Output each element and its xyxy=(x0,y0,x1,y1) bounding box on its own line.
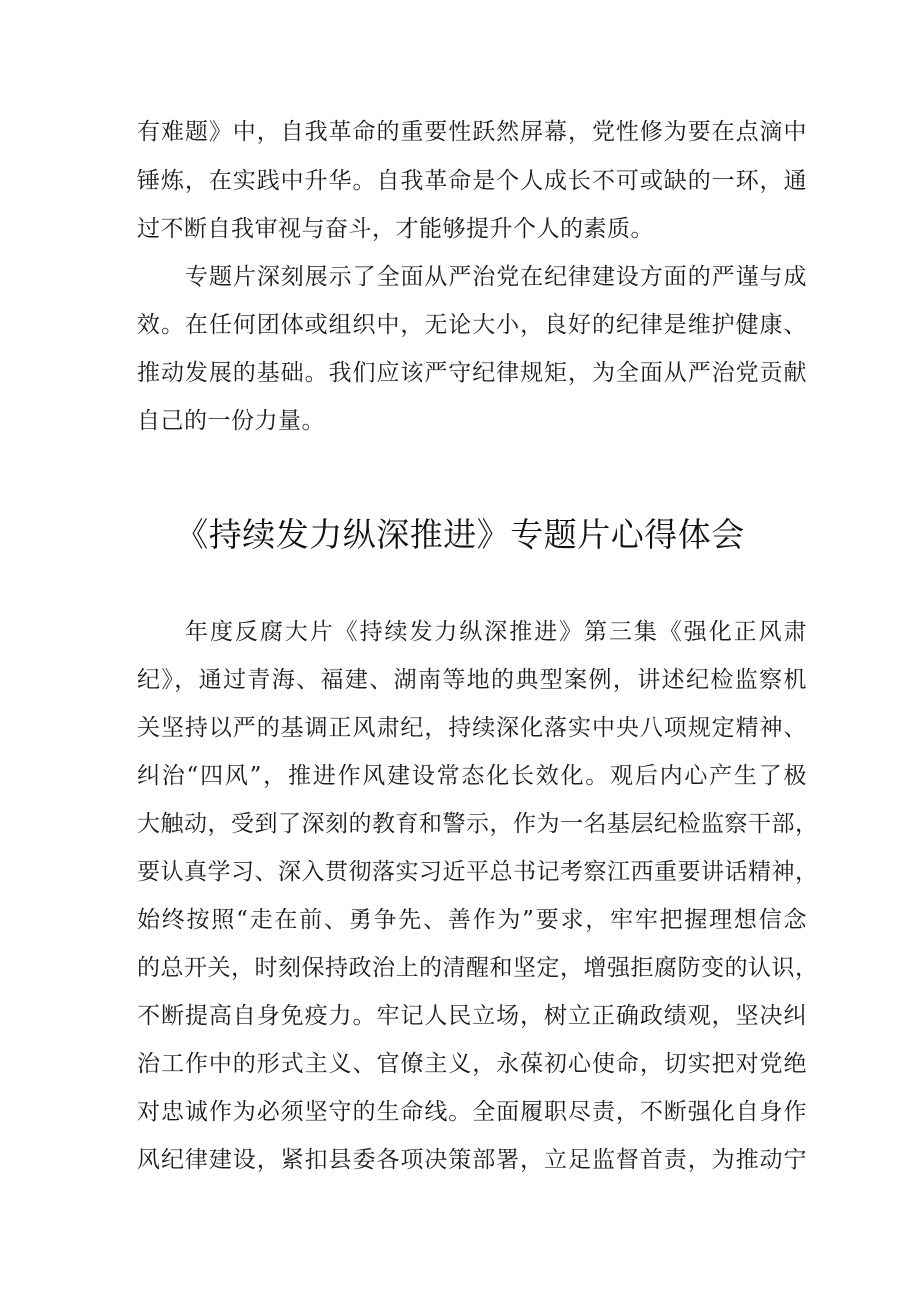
paragraph-line: 不断提高自身免疫力。牢记人民立场，树立正确政绩观，坚决纠 xyxy=(137,1003,807,1029)
paragraph-line: 纠治“四风”，推进作风建设常态化长效化。观后内心产生了极 xyxy=(137,763,807,789)
paragraph-line: 锤炼，在实践中升华。自我革命是个人成长不可或缺的一环，通 xyxy=(137,168,807,194)
paragraph-line: 风纪律建设，紧扣县委各项决策部署，立足监督首责，为推动宁 xyxy=(137,1147,807,1173)
paragraph-line: 专题片深刻展示了全面从严治党在纪律建设方面的严谨与成 xyxy=(185,264,807,290)
paragraph-line: 自己的一份力量。 xyxy=(137,408,325,434)
paragraph-line: 有难题》中，自我革命的重要性跃然屏幕，党性修为要在点滴中 xyxy=(137,119,807,145)
paragraph-line: 推动发展的基础。我们应该严守纪律规矩，为全面从严治党贡献 xyxy=(137,360,807,386)
paragraph-line: 治工作中的形式主义、官僚主义，永葆初心使命，切实把对党绝 xyxy=(137,1051,807,1077)
section-title: 《持续发力纵深推进》专题片心得体会 xyxy=(175,515,745,554)
paragraph-line: 对忠诚作为必须坚守的生命线。全面履职尽责，不断强化自身作 xyxy=(137,1099,807,1125)
paragraph-line: 关坚持以严的基调正风肃纪，持续深化落实中央八项规定精神、 xyxy=(137,715,807,741)
paragraph-line: 过不断自我审视与奋斗，才能够提升个人的素质。 xyxy=(137,216,654,242)
paragraph-line: 效。在任何团体或组织中，无论大小，良好的纪律是维护健康、 xyxy=(137,312,807,338)
paragraph-line: 的总开关，时刻保持政治上的清醒和坚定，增强拒腐防变的认识， xyxy=(137,955,819,981)
paragraph-line: 年度反腐大片《持续发力纵深推进》第三集《强化正风肃 xyxy=(185,619,807,645)
paragraph-line: 大触动，受到了深刻的教育和警示，作为一名基层纪检监察干部， xyxy=(137,811,819,837)
paragraph-line: 始终按照“走在前、勇争先、善作为”要求，牢牢把握理想信念 xyxy=(137,907,807,933)
paragraph-line: 纪》，通过青海、福建、湖南等地的典型案例，讲述纪检监察机 xyxy=(137,667,807,693)
paragraph-line: 要认真学习、深入贯彻落实习近平总书记考察江西重要讲话精神， xyxy=(137,859,819,885)
